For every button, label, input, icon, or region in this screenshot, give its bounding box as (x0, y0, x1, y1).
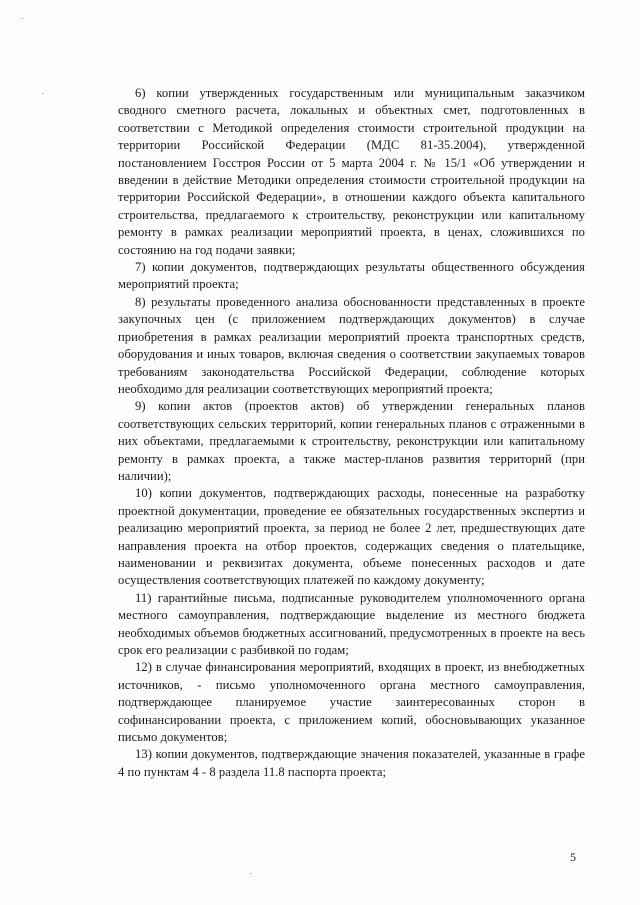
list-item-6: 6) копии утвержденных государственным или муниципальным заказчиком сводного сметного расчета, локальных и объектных смет, подготовленных в соответствии с Методикой определения стоимости строительной продукции на территории Российской Федерации (МДС 81-35.2004), утвержденной постановлением Госстроя России от 5 марта 2004 г. № 15/1 «Об утверждении и введении в действие Методики определения стоимости строительной продукции на территории Российской Федерации», в отношении каждого объекта капитального строительства, предлагаемого к строительству, реконструкции или капитальному ремонту в рамках реализации мероприятий проекта, в ценах, сложившихся по состоянию на год подачи заявки; (118, 86, 585, 257)
scan-speck (42, 93, 43, 94)
list-item-7: 7) копии документов, подтверждающих результаты общественного обсуждения мероприятий проекта; (118, 260, 585, 292)
list-item-8: 8) результаты проведенного анализа обоснованности представленных в проекте закупочных цен (с приложением подтверждающих документов) в случае приобретения в рамках реализации мероприятий проекта транспортных средств, оборудования и иных товаров, включая сведения о соответствии закупаемых товаров требованиям законодательства Российской Федерации, соблюдение которых необходимо для реализации соответствующих мероприятий проекта; (118, 294, 585, 396)
list-item-12: 12) в случае финансирования мероприятий, входящих в проект, из внебюджетных источников, - письмо уполномоченного органа местного самоуправления, подтверждающее планируемое участие заинтересованных сторон в софинансировании проекта, с приложением копий, обосновывающих указанное письмо документов; (118, 660, 585, 745)
page-number: 5 (570, 850, 576, 864)
list-item-13: 13) копии документов, подтверждающие значения показателей, указанные в графе 4 по пунктам 4 - 8 раздела 11.8 паспорта проекта; (118, 747, 585, 779)
scan-speck (22, 18, 23, 19)
list-item-11: 11) гарантийные письма, подписанные руководителем уполномоченного органа местного самоуправления, подтверждающие выделение из местного бюджета необходимых объемов бюджетных ассигнований, предусмотренных в проекте на весь срок его реализации с разбивкой по годам; (118, 590, 585, 657)
document-body (118, 85, 585, 781)
list-item-10: 10) копии документов, подтверждающих расходы, понесенные на разработку проектной документации, проведение ее обязательных государственных экспертиз и реализацию мероприятий проекта, за период не более 2 лет, предшествующих дате направления проекта на отбор проектов, содержащих сведения о плательщике, наименовании и реквизитах документа, объеме понесенных расходов и дате осуществления соответствующих платежей по каждому документу; (118, 486, 585, 588)
list-item-9: 9) копии актов (проектов актов) об утверждении генеральных планов соответствующих сельских территорий, копии генеральных планов с отраженными в них объектами, предлагаемыми к строительству, реконструкции или капитальному ремонту в рамках проекта, а также мастер-планов развития территорий (при наличии); (118, 399, 585, 483)
scan-speck (250, 873, 251, 874)
